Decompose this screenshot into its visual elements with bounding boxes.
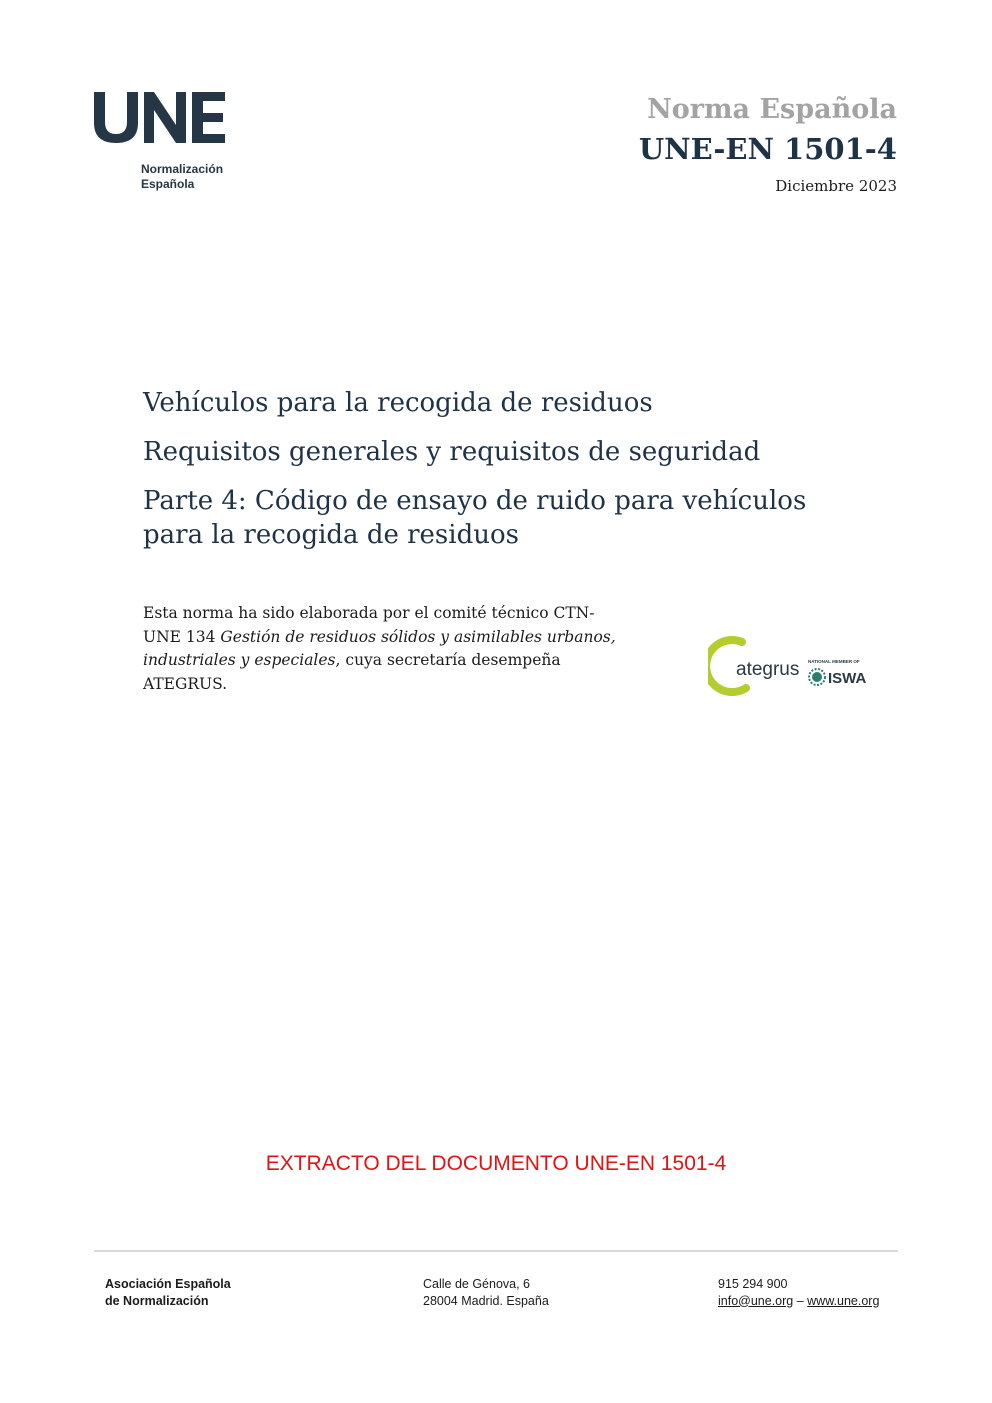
ategrus-logo	[708, 636, 878, 696]
footer-org-line2: de Normalización	[105, 1293, 209, 1308]
une-logo	[92, 88, 242, 198]
website-link[interactable]: www.une.org	[807, 1293, 880, 1308]
footer-divider	[94, 1250, 898, 1252]
title-line-2: Requisitos generales y requisitos de seguridad	[143, 437, 761, 467]
committee-intro: Esta norma ha sido elaborada por el comité técnico	[143, 604, 549, 622]
iswa-sun-icon	[809, 669, 825, 685]
footer-address-line2: 28004 Madrid. España	[423, 1293, 549, 1308]
committee-name: Gestión de residuos sólidos y asimilables urbanos, industriales y especiales	[143, 627, 616, 669]
footer-contact	[718, 1276, 879, 1309]
committee-paragraph	[143, 602, 623, 696]
ategrus-logo-name: ategrus	[736, 659, 800, 680]
footer-org-line1: Asociación Española	[105, 1277, 231, 1291]
iswa-name: ISWA	[828, 670, 867, 687]
footer-links	[718, 1293, 879, 1310]
une-logo-line2: Española	[141, 177, 195, 191]
norma-date: Diciembre 2023	[775, 177, 897, 195]
extract-notice: EXTRACTO DEL DOCUMENTO UNE-EN 1501-4	[265, 1152, 727, 1175]
ategrus-logo-tagline: NATIONAL MEMBER OF	[808, 659, 860, 664]
title-line-1: Vehículos para la recogida de residuos	[143, 388, 653, 418]
footer-address-line1: Calle de Génova, 6	[423, 1277, 531, 1291]
footer-phone: 915 294 900	[718, 1277, 788, 1291]
committee-code: CTN-UNE 134	[143, 604, 595, 646]
committee-suffix: , cuya secretaría desempeña ATEGRUS.	[143, 651, 561, 693]
email-link[interactable]: info@une.org	[718, 1293, 794, 1308]
norma-label: Norma Española	[647, 94, 897, 125]
une-logo-mark	[92, 88, 242, 148]
ategrus-logo-mark	[708, 636, 878, 696]
norma-code: UNE-EN 1501-4	[638, 132, 897, 166]
une-logo-text	[141, 162, 223, 192]
title-line-3: Parte 4: Código de ensayo de ruido para vehículos para la recogida de residuos	[143, 486, 807, 550]
une-logo-line1: Normalización	[141, 162, 224, 176]
footer-link-separator: –	[793, 1293, 808, 1308]
footer-address	[423, 1276, 549, 1309]
footer-organization	[105, 1276, 231, 1309]
